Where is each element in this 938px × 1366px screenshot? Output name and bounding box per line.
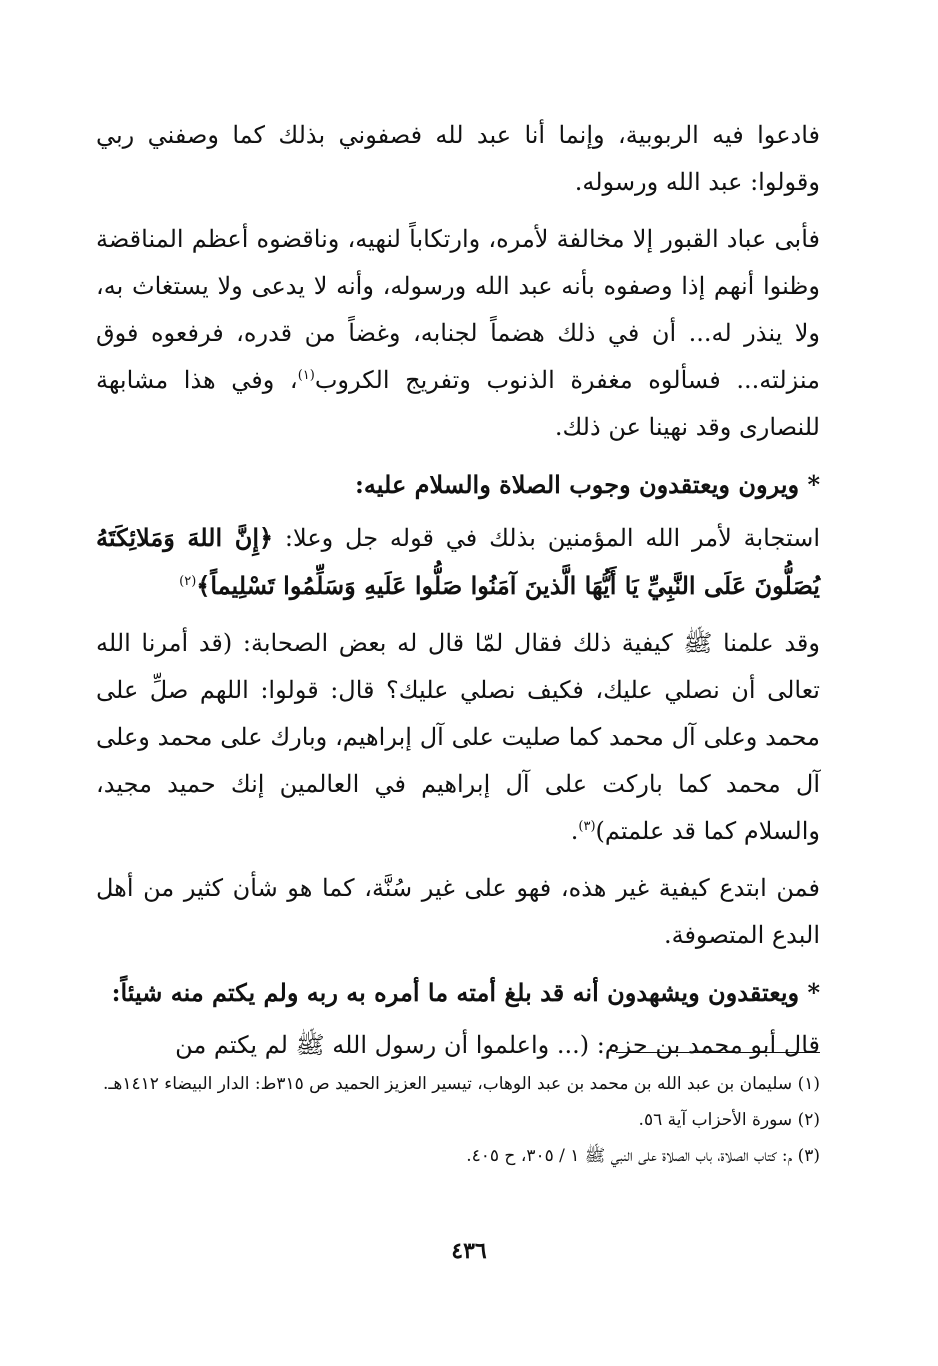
footnote-1: (١) سليمان بن عبد الله بن محمد بن عبد الوهاب، تيسير العزيز الحميد ص ٣١٥ط: الدار البيضاء ١٤١٢هـ.: [102, 1074, 820, 1094]
footnote-divider: [616, 1052, 820, 1053]
page-number: ٤٣٦: [451, 1238, 487, 1264]
paragraph-2-text: فأبى عباد القبور إلا مخالفة لأمره، وارتكاباً لنهيه، وناقضوه أعظم المناقضة وظنوا أنهم إذا وصفوه بأنه عبد الله ورسوله، وأنه لا يدعى ولا يستغاث به، ولا ينذر له... أن في ذلك هضماً لجنابه، وغضاً من قدره، فرفعوه فوق منزلته... فسألوه مغفرة الذنوب وتفريج الكروب: [96, 225, 821, 394]
paragraph-5: فمن ابتدع كيفية غير هذه، فهو على غير سُنَّة، كما هو شأن كثير من أهل البدع المتصوفة.: [96, 874, 820, 949]
footnotes: [96, 1068, 820, 1176]
footnote-ref-2: (٢): [179, 574, 197, 589]
section-heading-tabligh: * ويعتقدون ويشهدون أنه قد بلغ أمته ما أمره به ربه ولم يكتم منه شيئاً:: [111, 978, 820, 1007]
footnote-3: (٣) م: كتاب الصلاة، باب الصلاة على النبي ﷺ ١ / ٣٠٥، ح ٤٠٥.: [466, 1146, 820, 1166]
paragraph-3-intro: استجابة لأمر الله المؤمنين بذلك في قوله جل وعلا:: [284, 524, 821, 552]
section-heading-salat: * ويرون ويعتقدون وجوب الصلاة والسلام عليه:: [355, 470, 820, 499]
paragraph-3: [96, 514, 820, 610]
paragraph-4-text: وقد علمنا ﷺ كيفية ذلك فقال لمّا قال له بعض الصحابة: (قد أمرنا الله تعالى أن نصلي عليك، فكيف نصلي عليك؟ قال: قولوا: اللهم صلِّ على محمد وعلى آل محمد كما صليت على آل إبراهيم، وبارك على محمد وعلى آل محمد كما باركت على آل إبراهيم في العالمين إنك حميد مجيد، والسلام كما قد علمتم): [96, 629, 820, 845]
footnote-2: (٢) سورة الأحزاب آية ٥٦.: [638, 1110, 820, 1130]
quran-verse: ﴿إِنَّ اللهَ وَمَلائِكَتَهُ يُصَلُّونَ عَلَى النَّبِيِّ يَا أَيُّهَا الَّذينَ آمَنُوا صَلُّوا عَلَيهِ وَسَلِّمُوا تَسْلِيماً﴾: [96, 523, 820, 600]
paragraph-2-tail: ، وفي هذا مشابهة للنصارى وقد نهينا عن ذلك.: [96, 366, 820, 441]
main-text: [96, 112, 820, 1079]
footnote-ref-1: (١): [297, 368, 315, 383]
paragraph-1: فادعوا فيه الربوبية، وإنما أنا عبد لله فصفوني بذلك كما وصفني ربي وقولوا: عبد الله ورسوله.: [96, 121, 820, 196]
paragraph-4: [96, 620, 820, 855]
paragraph-4-tail: .: [570, 817, 579, 845]
paragraph-2: [96, 216, 820, 451]
paragraph-6: قال أبو محمد بن حزم: (... واعلموا أن رسول الله ﷺ لم يكتم من: [175, 1031, 820, 1059]
footnote-ref-3: (٣): [578, 819, 596, 834]
